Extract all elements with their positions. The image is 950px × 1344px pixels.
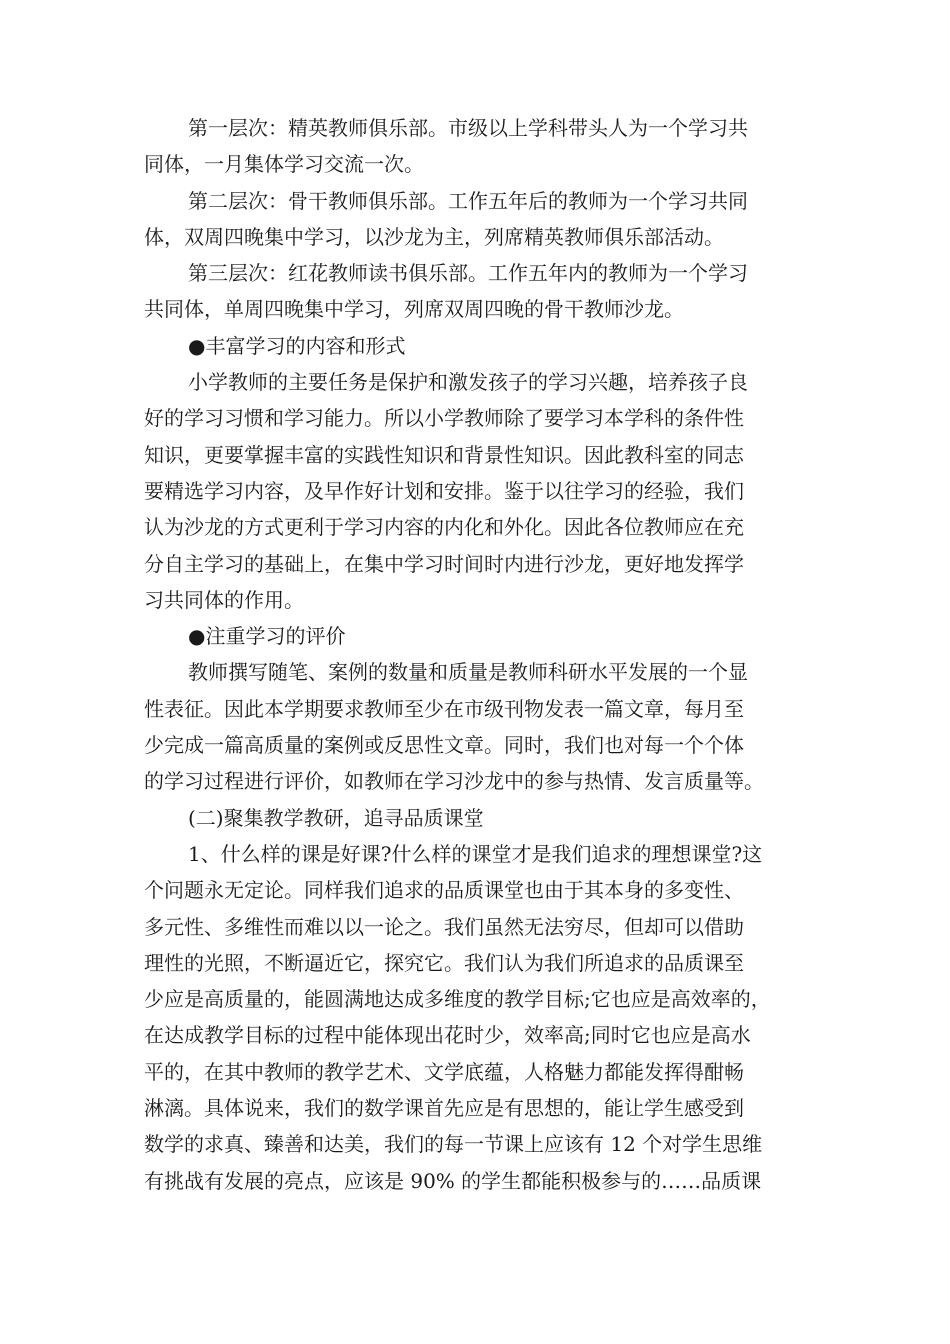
text-line: 分自主学习的基础上，在集中学习时间时内进行沙龙，更好地发挥学 [144,551,744,576]
text-line: 小学教师的主要任务是保护和激发孩子的学习兴趣，培养孩子良 [188,370,748,395]
text-line: 第二层次：骨干教师俱乐部。工作五年后的教师为一个学习共同 [188,188,748,213]
text-line: 数学的求真、臻善和达美，我们的每一节课上应该有 12 个对学生思维 [144,1132,763,1157]
text-line: (二)聚集教学教研，追寻品质课堂 [188,805,484,830]
text-line: 多元性、多维性而难以以一论之。我们虽然无法穷尽，但却可以借助 [144,914,744,939]
text-line: 性表征。因此本学期要求教师至少在市级刊物发表一篇文章，每月至 [144,696,744,721]
text-line: 体，双周四晚集中学习，以沙龙为主，列席精英教师俱乐部活动。 [144,224,724,249]
text-line: 的学习过程进行评价，如教师在学习沙龙中的参与热情、发言质量等。 [144,769,764,794]
text-line: 同体，一月集体学习交流一次。 [144,152,424,177]
text-line: 有挑战有发展的亮点，应该是 90% 的学生都能积极参与的……品质课 [144,1168,762,1193]
text-line: 平的，在其中教师的教学艺术、文学底蕴，人格魅力都能发挥得酣畅 [144,1059,744,1084]
text-line: 知识，更要掌握丰富的实践性知识和背景性知识。因此教科室的同志 [144,442,744,467]
text-line: 少完成一篇高质量的案例或反思性文章。同时，我们也对每一个个体 [144,733,744,758]
text-line: 淋漓。具体说来，我们的数学课首先应是有思想的，能让学生感受到 [144,1096,744,1121]
text-line: 少应是高质量的，能圆满地达成多维度的教学目标;它也应是高效率的， [144,987,771,1012]
text-line: 理性的光照，不断逼近它，探究它。我们认为我们所追求的品质课至 [144,950,744,975]
text-line: 教师撰写随笔、案例的数量和质量是教师科研水平发展的一个显 [188,660,748,685]
text-line: 个问题永无定论。同样我们追求的品质课堂也由于其本身的多变性、 [144,878,744,903]
text-line: 好的学习习惯和学习能力。所以小学教师除了要学习本学科的条件性 [144,406,744,431]
text-line: 第三层次：红花教师读书俱乐部。工作五年内的教师为一个学习 [188,261,748,286]
text-line: 在达成教学目标的过程中能体现出花时少，效率高;同时它也应是高水 [144,1023,751,1048]
text-line: 要精选学习内容，及早作好计划和安排。鉴于以往学习的经验，我们 [144,478,744,503]
text-line: ●注重学习的评价 [188,624,346,649]
text-line: 认为沙龙的方式更利于学习内容的内化和外化。因此各位教师应在充 [144,515,744,540]
text-line: 第一层次：精英教师俱乐部。市级以上学科带头人为一个学习共 [188,116,748,140]
document-body [144,110,824,1199]
text-line: ●丰富学习的内容和形式 [188,333,406,358]
text-line: 习共同体的作用。 [144,587,304,612]
text-line: 共同体，单周四晚集中学习，列席双周四晚的骨干教师沙龙。 [144,297,684,322]
text-line: 1、什么样的课是好课?什么样的课堂才是我们追求的理想课堂?这 [188,841,763,866]
